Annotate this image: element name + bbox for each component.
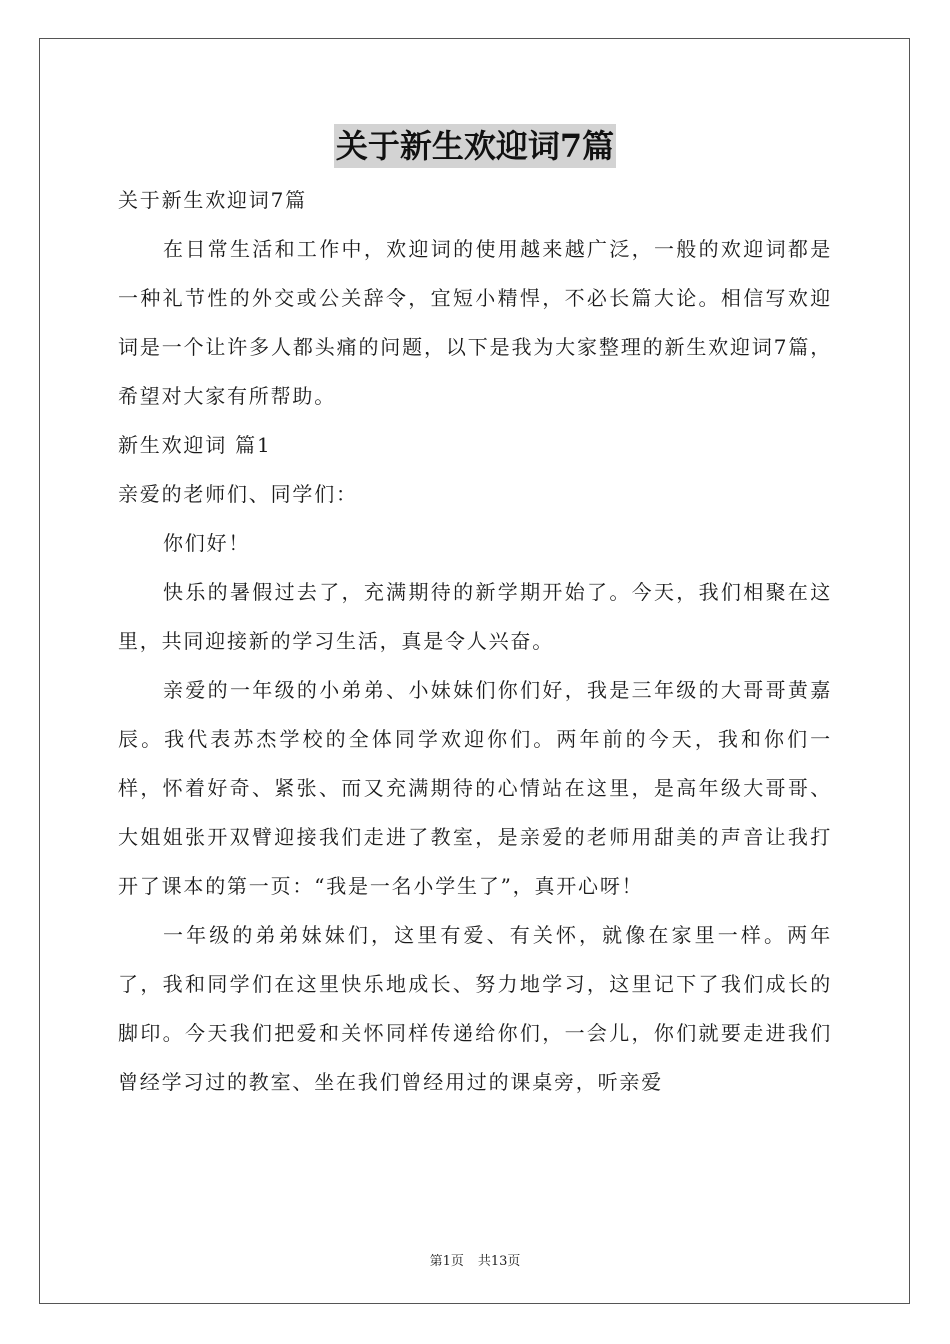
section-heading: 新生欢迎词 篇1: [118, 433, 272, 457]
paragraph-greeting: 你们好！: [163, 531, 251, 555]
document-title-text: 关于新生欢迎词7篇: [334, 124, 616, 168]
paragraph-body: 快乐的暑假过去了，充满期待的新学期开始了。今天，我们相聚在这里，共同迎接新的学习生活，真是令人兴奋。: [118, 580, 832, 653]
paragraph-subtitle: 关于新生欢迎词7篇: [118, 188, 307, 212]
page-footer: [0, 1250, 950, 1269]
paragraph-body: 亲爱的一年级的小弟弟、小妹妹们你们好，我是三年级的大哥哥黄嘉辰。我代表苏杰学校的全体同学欢迎你们。两年前的今天，我和你们一样，怀着好奇、紧张、而又充满期待的心情站在这里，是高年级大哥哥、大姐姐张开双臂迎接我们走进了教室，是亲爱的老师用甜美的声音让我打开了课本的第一页：“我是一名小学生了”，真开心呀！: [118, 678, 832, 898]
page-number: 第1页: [429, 1254, 464, 1269]
page-total: 共13页: [477, 1254, 521, 1269]
paragraph-body: 一年级的弟弟妹妹们，这里有爱、有关怀，就像在家里一样。两年了，我和同学们在这里快乐地成长、努力地学习，这里记下了我们成长的脚印。今天我们把爱和关怀同样传递给你们，一会儿，你们就要走进我们曾经学习过的教室、坐在我们曾经用过的课桌旁，听亲爱: [118, 923, 832, 1094]
document-body: [118, 176, 832, 1107]
paragraph-salutation: 亲爱的老师们、同学们：: [118, 482, 358, 506]
document-title: [0, 124, 950, 176]
paragraph-intro: 在日常生活和工作中，欢迎词的使用越来越广泛，一般的欢迎词都是一种礼节性的外交或公关辞令，宜短小精悍，不必长篇大论。相信写欢迎词是一个让许多人都头痛的问题，以下是我为大家整理的新生欢迎词7篇，希望对大家有所帮助。: [118, 237, 832, 408]
